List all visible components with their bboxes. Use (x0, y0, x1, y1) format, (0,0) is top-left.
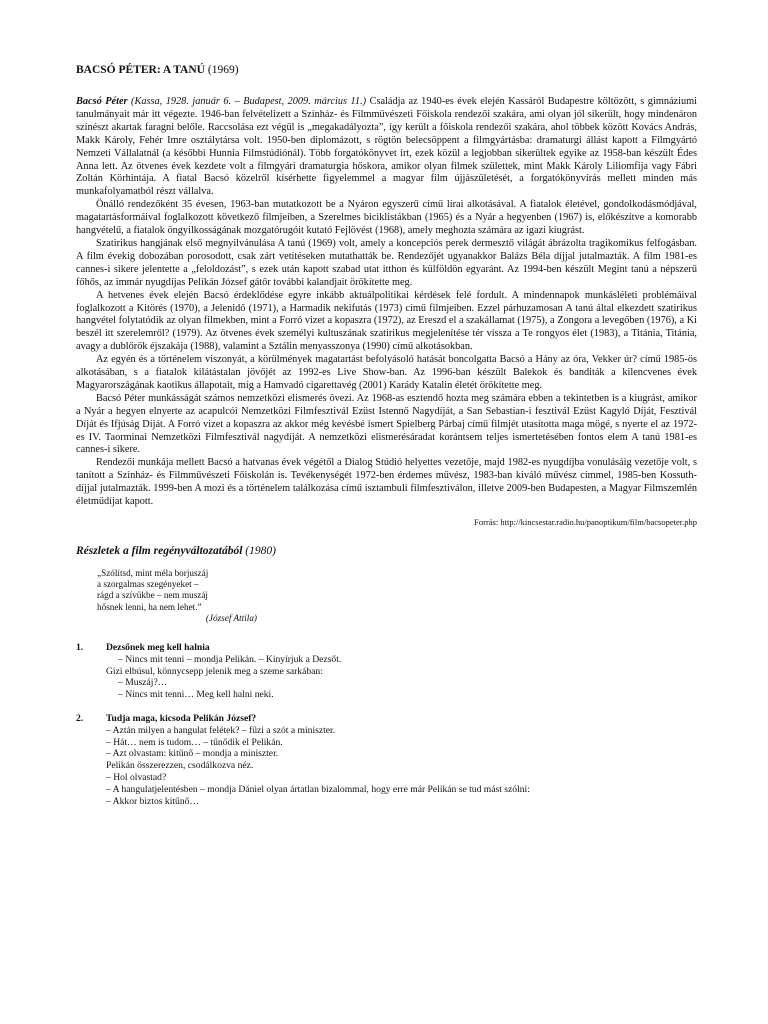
section-line: Gizi elbúsul, könnycsepp jelenik meg a szeme sarkában: (106, 665, 323, 677)
section-number: 2. (76, 713, 84, 724)
excerpt-section-1 (76, 642, 697, 701)
excerpt-section-2 (76, 713, 697, 807)
poem-line: rágd a szívükbe – nem muszáj (97, 590, 208, 601)
poem-quote (97, 568, 257, 624)
bio-paragraph-1 (76, 96, 697, 199)
bio-paragraph-7: Rendezői munkája mellett Bacsó a hatvanas évek végétől a Dialog Stúdió helyettes vezetője, majd 1982-es nyugdíjba vonulásáig vezetője volt, s tanított a Színház- és Filmművészeti Főiskolán is. Tevékenységét 1972-ben érdemes művész, 1983-ban kiváló művész címmel, 1985-ben Kossuth-díjjal jutalmazták. 1999-ben A mozi és a történelem találkozása című isztambuli filmfesztiválon, illetve 2009-ben Budapesten, a Magyar Filmszemlén életműdíjat kapott. (76, 457, 697, 508)
section-line: – Muszáj?… (118, 677, 168, 689)
poem-line: „Szólítsd, mint méla borjuszáj (97, 568, 209, 578)
poem-line: hősnek lenni, ha nem lehet.” (97, 601, 202, 612)
section-title: Dezsőnek meg kell halnia (106, 642, 210, 654)
section-line: Pelikán összerezzen, csodálkozva néz. (106, 760, 254, 772)
section-heading (76, 642, 697, 654)
section-line: – Nincs mit tenni… Meg kell halni neki. (118, 689, 274, 701)
section-line: – Nincs mit tenni – mondja Pelikán. – Kinyírjuk a Dezsőt. (118, 653, 342, 665)
document-page (76, 64, 697, 819)
section-line: – Akkor biztos kitűnő… (106, 795, 200, 807)
bio-text: Családja az 1940-es évek elején Kassáról Budapestre költözött, s gimnáziumi tanulmányait már itt végezte. 1946-ban felvételizett a Színház- és Filmművészeti Főiskola rendezői szakára, ami olyan jól sikerült, hogy mindenáron színészt akartak faragni belőle. Raccsolása ezt végül is „megakadályozta”, így került a főiskola rendezői szakára, ahol többek között Kovács András, Makk Károly, Fehér Imre osztálytársa volt. 1950-ben diplomázott, s rögtön belecsöppent a filmgyártásba: dramaturgi állást kapott a Filmgyártó Nemzeti Vállalatnál (a későbbi Hunnia Filmstúdiónál). Több forgatókönyvet írt, ezek közül a legjobban sikerültek egyike az 1958-ban készült Édes Anna lett. Az ötvenes évek kezdete volt a filmgyári dramaturgia hőskora, amikor olyan filmek születtek, mint Makk Károly Liliomfija vagy Fábri Zoltán Körhintája. A fiatal Bacsó közelről kísérhette figyelemmel a magyar film újjászületését, a forgatókönyvírás mellett minden más munkafolyamatból részt vállalva. (76, 96, 697, 198)
biography (76, 96, 697, 509)
poem-line: a szorgalmas szegényeket – (97, 579, 199, 590)
section-heading (76, 713, 697, 725)
excerpt-year: (1980) (245, 545, 276, 557)
bio-name: Bacsó Péter (76, 96, 128, 107)
bio-paragraph-3: Szatirikus hangjának első megnyilvánulása A tanú (1969) volt, amely a koncepciós perek dermesztő világát ábrázolta tragikomikus felfogásban. A film évekig dobozában porosodott, csak zárt vetítéseken mutathatták be. Rendezőjét ugyanakkor Balázs Béla díjjal jutalmazták. A film 1981-es cannes-i sikere jelentette a „feloldozást”, s ezek után kapott szabad utat itthon és külföldön egyaránt. Az 1994-ben készült Megint tanú a népszerű főhős, az immár nyugdíjas Pelikán József gátőr további kalandjait örökítette meg. (76, 237, 697, 288)
section-line: – Azt olvastam: kitűnő – mondja a miniszter. (106, 748, 279, 760)
poem-author: (József Attila) (205, 612, 257, 623)
bio-paragraph-4: A hetvenes évek elején Bacsó érdeklődése egyre inkább aktuálpolitikai kérdések felé fordult. A mindennapok munkásléleti problémáival foglalkozott a Kitörés (1970), a Jelenidő (1971), a Harmadik nekifutás (1973) című filmjeiben. Ezzel párhuzamosan A tanú által elkezdett szatirikus hangvétel folytatódik az olyan filmekben, mint a Forró vizet a kopaszra (1972), az Ereszd el a szakállamat (1975), a Zongora a levegőben (1976), a Ki beszél itt szerelemről? (1979). Az ötvenes évek személyi kultuszának szatirikus megjelenítése tér vissza a Te rongyos élet (1983), a Titánia, Titánia, avagy a dublőrök éjszakája (1988), valamint a Sztálin menyasszonya (1990) című alkotásokban. (76, 289, 697, 353)
section-line: – Aztán milyen a hangulat felétek? – fűzi a szót a miniszter. (106, 724, 336, 736)
page-title (76, 64, 697, 76)
section-line: – A hangulatjelentésben – mondja Dániel olyan ártatlan bizalommal, hogy erre már Pelikán se tud mást szólni: (106, 783, 530, 795)
bio-paragraph-2: Önálló rendezőként 35 évesen, 1963-ban mutatkozott be a Nyáron egyszerű című lírai alkotásával. A fiatalok életével, gondolkodásmódjával, magatartásformáival foglalkozott következő filmjeiben, a Szerelmes biciklistákban (1965) és a Nyár a hegyenben (1967) is, előkészítve a komorabb hangvételű, a fiatalok öngyilkosságának mozgatórugóit kutató Fejlövést (1968), amely meghozta számára az igazi kiugrást. (76, 199, 697, 237)
section-title: Tudja maga, kicsoda Pelikán József? (106, 713, 257, 724)
bio-birth: (Kassa, 1928. január 6. – Budapest, 2009. március 11.) (131, 96, 367, 107)
title-main: BACSÓ PÉTER: A TANÚ (76, 64, 205, 76)
title-year: (1969) (207, 64, 239, 76)
section-line: – Hát… nem is tudom… – tűnődik el Pelikán. (106, 736, 283, 748)
bio-paragraph-6: Bacsó Péter munkásságát számos nemzetközi elismerés övezi. Az 1968-as esztendő hozta meg számára ebben a tekintetben is a kiugrást, amikor a Nyár a hegyen elnyerte az acapulcói Nemzetközi Filmfesztivál Ezüst Istennő Nagydíját, a San Sebastian-i fesztivál Ezüst Kagyló Díját, Fesztivál Díját és Ifjúság Díját. A Forró vizet a kopaszra az akkor még kevésbé ismert Spielberg Párbaj című filmjét utasította maga mögé, s nyerte el az 1972-es IV. Taorminai Nemzetközi Filmfesztivál nagydíját. A nemzetközi elismerésáradat korántsem teljes ismertetésében fontos elem A tanú 1981-es cannes-i sikere. (76, 392, 697, 456)
source-citation: Forrás: http://kincsestar.radio.hu/panoptikum/film/bacsopeter.php (474, 517, 697, 527)
section-number: 1. (76, 642, 84, 654)
excerpt-title-text: Részletek a film regényváltozatából (76, 545, 243, 557)
excerpt-title (76, 545, 697, 557)
bio-paragraph-5: Az egyén és a történelem viszonyát, a körülmények magatartást befolyásoló hatását boncolgatta Bacsó a Hány az óra, Vekker úr? című 1985-ös alkotásában, s a fiatalok kilátástalan jövőjét az 1992-es Live Show-ban. Az 1996-ban készült Balekok és banditák a kilencvenes évek Magyarországának kaotikus állapotait, míg a Hamvadó cigarettavég (2001) Karády Katalin életét örökítette meg. (76, 354, 697, 391)
section-line: – Hol olvastad? (106, 771, 167, 783)
